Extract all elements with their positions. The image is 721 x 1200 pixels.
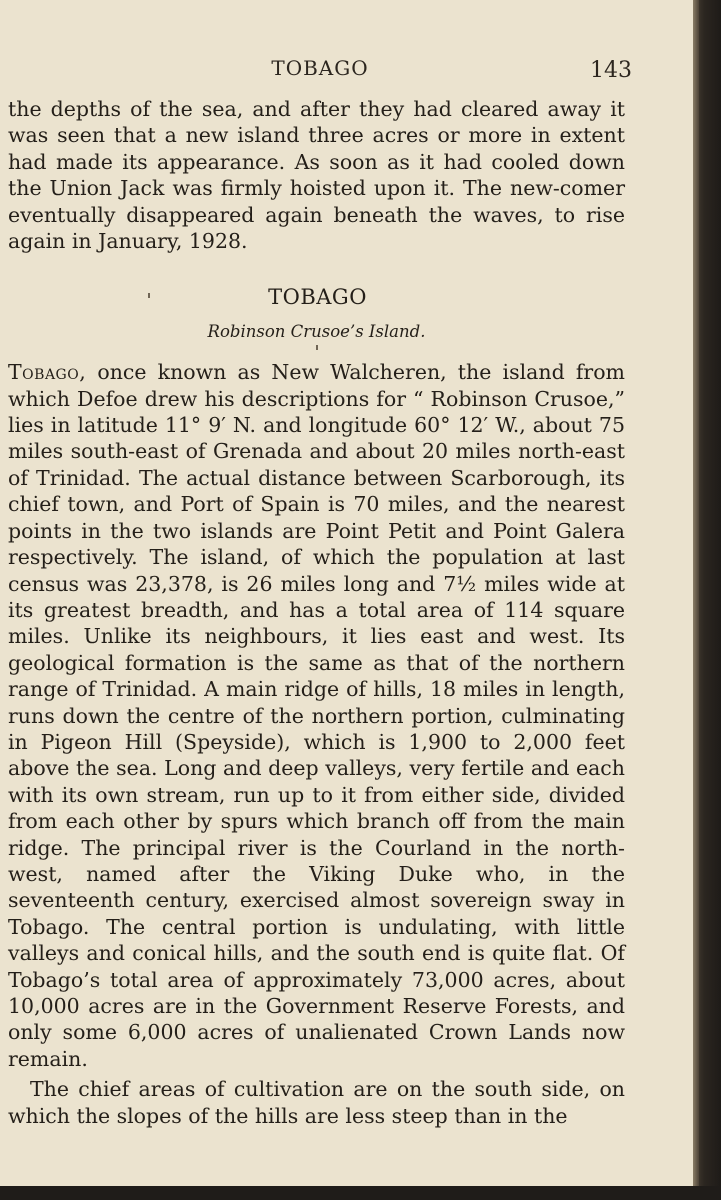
page-number: 143: [590, 58, 632, 83]
stray-mark: [316, 345, 318, 350]
paragraph-tobago: [8, 359, 625, 1072]
paragraph-tobago-text: once known as New Walcheren, the island from which Defoe drew his descriptions for “ Robinson Crusoe,” lies in latitude 11° 9′ N. and longitude 60° 12′ W., about 75 miles south-east of Grenada and about 20 miles north-east of Trinidad. The actual distance between Scarborough, its chief town, and Port of Spain is 70 miles, and the nearest points in the two islands are Point Petit and Point Galera respectively. The island, of which the population at last census was 23,378, is 26 miles long and 7½ miles wide at its greatest breadth, and has a total area of 114 square miles. Unlike its neighbours, it lies east and west. Its geological formation is the same as that of the northern range of Trinidad. A main ridge of hills, 18 miles in length, runs down the centre of the northern portion, culminating in Pigeon Hill (Speyside), which is 1,900 to 2,000 feet above the sea. Long and deep valleys, very fertile and each with its own stream, run up to it from either side, divided from each other by spurs which branch off from the main ridge. The principal river is the Courland in the north-west, named after the Viking Duke who, in the seventeenth century, exercised almost sovereign sway in Tobago. The central portion is undulating, with little valleys and conical hills, and the south end is quite flat. Of Tobago’s total area of approximately 73,000 acres, about 10,000 acres are in the Government Reserve Forests, and only some 6,000 acres of unalienated Crown Lands now remain.: [8, 360, 625, 1071]
body-text: [8, 96, 625, 1129]
stray-mark: [148, 293, 150, 298]
bottom-edge: [0, 1186, 721, 1200]
page-edge: [693, 0, 721, 1200]
lead-word: Tobago,: [8, 360, 87, 385]
section-title: TOBAGO: [268, 285, 367, 310]
continued-paragraph: the depths of the sea, and after they had cleared away it was seen that a new island three acres or more in extent had made its appearance. As soon as it had cooled down the Union Jack was firmly hoisted upon it. The new-comer eventually disappeared again beneath the waves, to rise again in January, 1928.: [8, 97, 625, 254]
running-head: TOBAGO: [271, 56, 369, 80]
section-subtitle: Robinson Crusoe’s Island.: [207, 321, 426, 341]
page-header: [0, 54, 693, 86]
paragraph-cultivation: The chief areas of cultivation are on the south side, on which the slopes of the hills are less steep than in the: [8, 1077, 625, 1128]
